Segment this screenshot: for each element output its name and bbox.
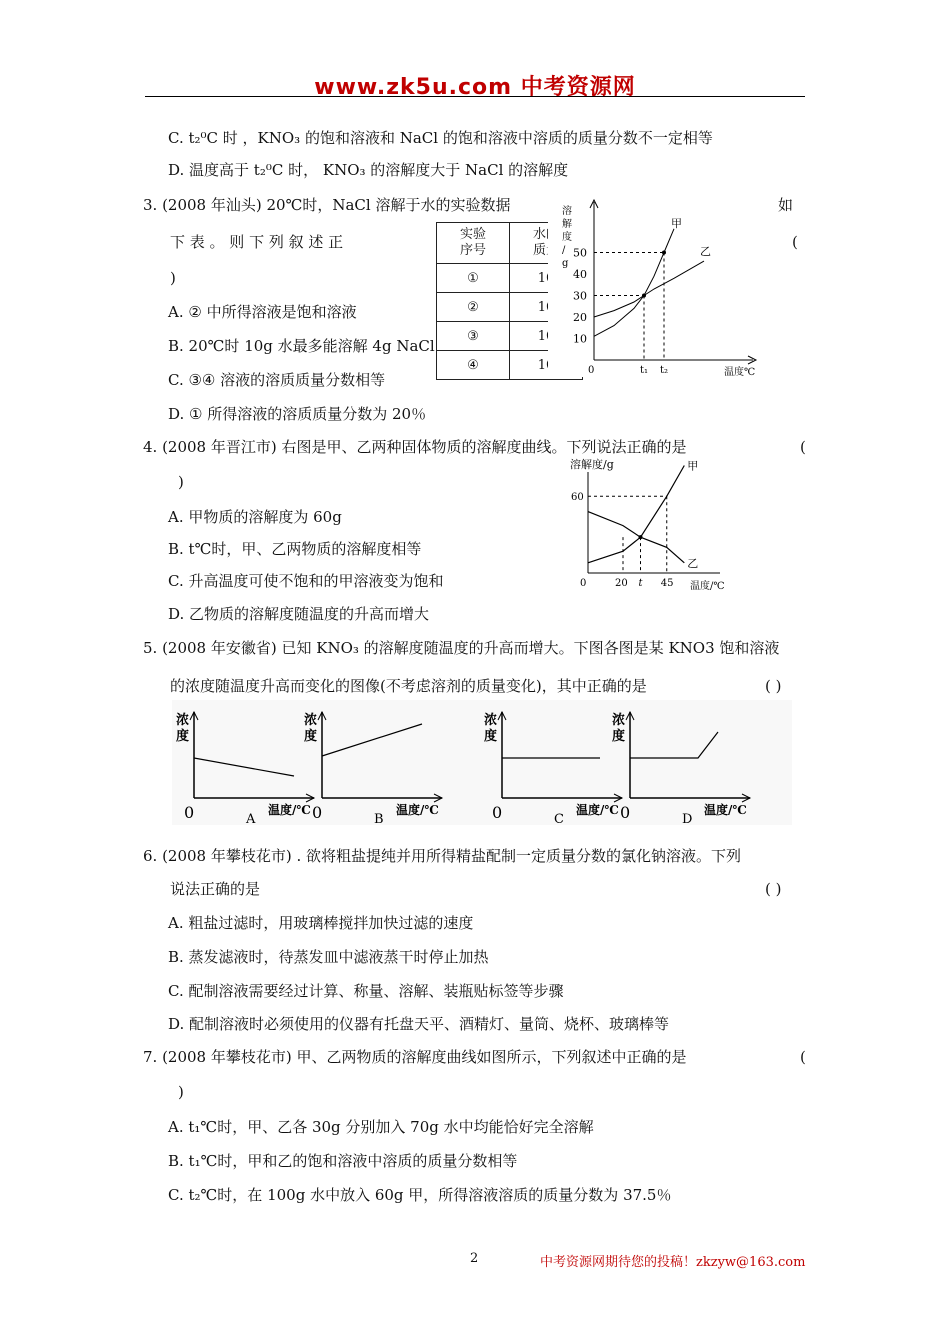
y-tick-label: 30 xyxy=(573,289,587,303)
table-cell: 10 xyxy=(510,293,583,322)
table-cell: ② xyxy=(437,293,510,322)
y-tick-label: 10 xyxy=(573,332,587,346)
q5-concentration-charts xyxy=(172,700,792,825)
legend-label: 乙 xyxy=(700,245,711,259)
q7-option-b: B. t₁℃时，甲和乙的饱和溶液中溶质的质量分数相等 xyxy=(168,1152,518,1170)
x-axis-label: 温度/℃ xyxy=(704,803,747,817)
table-cell: ④ xyxy=(437,351,510,380)
q3-paren-close: ) xyxy=(170,269,176,287)
q4-stem: 4. (2008 年晋江市) 右图是甲、乙两种固体物质的溶解度曲线。下列说法正确的是 xyxy=(143,438,687,456)
table-cell: ③ xyxy=(437,322,510,351)
y-axis-label: g xyxy=(562,258,569,269)
y-axis-label: 浓 xyxy=(176,713,190,728)
series-line-jia xyxy=(588,466,684,563)
legend-label: 甲 xyxy=(687,459,699,473)
panel-label: D xyxy=(682,812,693,825)
x-tick-label: 20 xyxy=(615,578,628,589)
q3-stem-line1: 3. (2008 年汕头) 20℃时，NaCl 溶解于水的实验数据 xyxy=(143,196,511,214)
y-axis-label: 度 xyxy=(612,729,626,744)
x-axis-label: 温度/℃ xyxy=(690,581,725,592)
q6-paren: ( ) xyxy=(765,880,782,898)
q4-paren-open: ( xyxy=(800,438,806,456)
scan-background xyxy=(172,700,792,825)
footer-note: 中考资源网期待您的投稿！zkzyw@163.com xyxy=(540,1255,806,1270)
legend-label: 乙 xyxy=(687,556,699,570)
x-axis-label: 温度℃ xyxy=(724,367,756,377)
y-axis-label: 浓 xyxy=(484,713,498,728)
table-cell: ① xyxy=(437,264,510,293)
q7-paren-open: ( xyxy=(800,1048,806,1066)
q5-stem-line1: 5. (2008 年安徽省) 已知 KNO₃ 的溶解度随温度的升高而增大。下图各图是某 KNO3 饱和溶液 xyxy=(143,639,780,657)
y-axis-label: 溶 xyxy=(562,206,572,217)
header-rule xyxy=(145,96,805,97)
q3-option-b: B. 20℃时 10g 水最多能溶解 4g NaCl xyxy=(168,337,435,355)
y-tick-label: 40 xyxy=(573,268,587,281)
q3-option-d: D. ① 所得溶液的溶质质量分数为 20％ xyxy=(168,405,427,423)
q4-option-c: C. 升高温度可使不饱和的甲溶液变为饱和 xyxy=(168,572,444,590)
q6-option-a: A. 粗盐过滤时，用玻璃棒搅拌加快过滤的速度 xyxy=(168,914,474,932)
x-axis-label: 温度/℃ xyxy=(576,803,619,817)
series-line-yi xyxy=(588,512,684,563)
data-point xyxy=(662,251,666,255)
x-axis-label: 温度/℃ xyxy=(268,803,311,817)
data-point xyxy=(639,535,643,539)
q3-option-c: C. ③④ 溶液的溶质质量分数相等 xyxy=(168,371,386,389)
y-axis-label: 度 xyxy=(176,729,190,744)
x-tick-label: t₂ xyxy=(660,365,669,376)
y-tick-label: 50 xyxy=(573,246,587,260)
origin-label: 0 xyxy=(312,803,323,822)
table-cell: 10 xyxy=(510,264,583,293)
origin-label: 0 xyxy=(620,803,631,822)
y-axis-label: 浓 xyxy=(612,713,626,728)
x-tick-label: t xyxy=(638,578,643,589)
table-header-cell: 水的 质量 xyxy=(510,223,583,264)
q3-stem-ru: 如 xyxy=(778,196,794,214)
origin-label: 0 xyxy=(184,803,195,822)
series-line-yi xyxy=(594,261,704,317)
legend-label: 甲 xyxy=(671,216,682,230)
q6-option-d: D. 配制溶液时必须使用的仪器有托盘天平、酒精灯、量筒、烧杯、玻璃棒等 xyxy=(168,1015,670,1033)
q3-solubility-chart xyxy=(548,192,768,377)
origin-label: 0 xyxy=(492,803,503,822)
y-axis-label: 度 xyxy=(304,729,318,744)
q6-stem-line1: 6. (2008 年攀枝花市) . 欲将粗盐提纯并用所得精盐配制一定质量分数的氯化钠溶液。下列 xyxy=(143,847,742,865)
q4-option-d: D. 乙物质的溶解度随温度的升高而增大 xyxy=(168,605,430,623)
y-axis-label: 解 xyxy=(562,219,572,230)
x-tick-label: t₁ xyxy=(640,365,649,376)
series-line-jia xyxy=(594,229,674,336)
q4-paren-close: ) xyxy=(178,473,184,491)
y-axis-label: / xyxy=(562,245,566,256)
y-axis-label: 度 xyxy=(484,729,498,744)
table-cell: 10 xyxy=(510,351,583,380)
x-tick-label: 0 xyxy=(588,365,595,376)
table-header-cell: 实验 序号 xyxy=(437,223,510,264)
page-number: 2 xyxy=(470,1251,479,1266)
x-tick-label: 45 xyxy=(660,578,674,589)
x-axis-label: 温度/℃ xyxy=(396,803,439,817)
table-cell: 10 xyxy=(510,322,583,351)
q4-option-a: A. 甲物质的溶解度为 60g xyxy=(168,508,342,526)
data-point xyxy=(642,294,646,298)
q6-option-c: C. 配制溶液需要经过计算、称量、溶解、装瓶贴标签等步骤 xyxy=(168,982,564,1000)
q7-option-a: A. t₁℃时，甲、乙各 30g 分别加入 70g 水中均能恰好完全溶解 xyxy=(168,1118,594,1136)
q6-stem-line2: 说法正确的是 xyxy=(170,880,261,898)
q5-paren: ( ) xyxy=(765,677,782,695)
q2-option-c: C. t₂⁰C 时 ，KNO₃ 的饱和溶液和 NaCl 的饱和溶液中溶质的质量分数不一定相等 xyxy=(168,129,713,147)
panel-label: C xyxy=(554,812,564,825)
q4-solubility-chart xyxy=(560,456,760,596)
q3-stem-line2: 下 表 。 则 下 列 叙 述 正 xyxy=(170,233,344,251)
q7-paren-close: ) xyxy=(178,1083,184,1101)
x-tick-label: 0 xyxy=(580,578,587,589)
q3-paren-open: ( xyxy=(792,233,798,251)
y-tick-label: 20 xyxy=(573,311,587,324)
q4-option-b: B. t℃时，甲、乙两物质的溶解度相等 xyxy=(168,540,422,558)
q5-stem-line2: 的浓度随温度升高而变化的图像(不考虑溶剂的质量变化)，其中正确的是 xyxy=(170,677,647,695)
y-axis-label: 浓 xyxy=(304,713,318,728)
q6-option-b: B. 蒸发滤液时，待蒸发皿中滤液蒸干时停止加热 xyxy=(168,948,489,966)
panel-label: A xyxy=(246,812,256,825)
y-tick-label: 60 xyxy=(571,492,584,504)
site-header-title[interactable]: www.zk5u.com 中考资源网 xyxy=(314,75,636,100)
y-axis-label: 度 xyxy=(562,232,572,243)
q7-stem: 7. (2008 年攀枝花市) 甲、乙两物质的溶解度曲线如图所示，下列叙述中正确的是 xyxy=(143,1048,687,1066)
y-axis-label: 溶解度/g xyxy=(570,458,614,471)
q2-option-d: D. 温度高于 t₂⁰C 时， KNO₃ 的溶解度大于 NaCl 的溶解度 xyxy=(168,161,569,179)
q7-option-c: C. t₂℃时，在 100g 水中放入 60g 甲，所得溶液溶质的质量分数为 37.5％ xyxy=(168,1186,672,1204)
panel-label: B xyxy=(374,812,384,825)
q3-option-a: A. ② 中所得溶液是饱和溶液 xyxy=(168,303,357,321)
